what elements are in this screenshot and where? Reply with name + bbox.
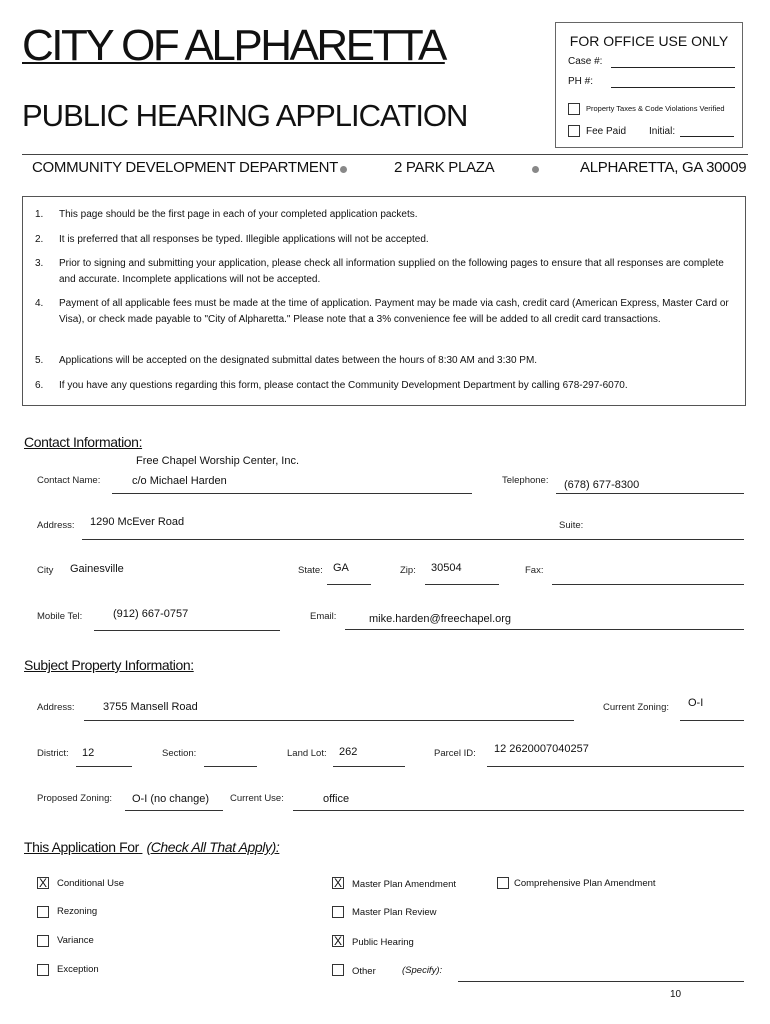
zip-value: 30504 bbox=[431, 562, 462, 574]
contact-name-value: c/o Michael Harden bbox=[132, 475, 227, 487]
contact-name-field[interactable] bbox=[112, 493, 472, 494]
current-use-value: office bbox=[323, 793, 350, 805]
rezoning-checkbox[interactable] bbox=[37, 906, 49, 918]
office-use-box bbox=[555, 22, 743, 148]
instruction-item: 2. It is preferred that all responses be typed. Illegible applications will not be accepted. bbox=[35, 234, 429, 245]
specify-label: (Specify): bbox=[402, 965, 443, 976]
district-field[interactable] bbox=[76, 766, 132, 767]
instruction-item: 5. Applications will be accepted on the designated submittal dates between the hours of 8:30 AM and 3:30 PM. bbox=[35, 355, 538, 366]
master-plan-review-checkbox[interactable] bbox=[332, 906, 344, 918]
current-use-label: Current Use: bbox=[230, 793, 284, 804]
fax-label: Fax: bbox=[525, 565, 544, 576]
bullet-dot bbox=[340, 166, 347, 173]
initial-label: Initial: bbox=[649, 126, 676, 137]
telephone-label: Telephone: bbox=[502, 475, 549, 486]
district-label: District: bbox=[37, 748, 69, 759]
comprehensive-plan-amendment-checkbox[interactable] bbox=[497, 877, 509, 889]
bullet-dot bbox=[532, 166, 539, 173]
fax-field[interactable] bbox=[552, 584, 744, 585]
zoning-field[interactable] bbox=[680, 720, 744, 721]
mobile-field[interactable] bbox=[94, 630, 280, 631]
zoning-value: O-I bbox=[688, 697, 704, 709]
other-label: Other bbox=[352, 966, 376, 977]
land-lot-field[interactable] bbox=[333, 766, 405, 767]
application-heading: This Application For (Check All That Apply): bbox=[24, 839, 280, 855]
zoning-label: Current Zoning: bbox=[603, 702, 670, 713]
address-value: 1290 McEver Road bbox=[90, 516, 185, 528]
instruction-item: 1. This page should be the first page in each of your completed application packets. bbox=[35, 209, 418, 220]
conditional-use-checkbox[interactable]: X bbox=[38, 876, 47, 890]
other-specify-field[interactable] bbox=[458, 981, 744, 982]
state-label: State: bbox=[298, 565, 323, 576]
page-number: 10 bbox=[670, 989, 682, 1000]
public-hearing-checkbox[interactable]: X bbox=[333, 934, 342, 948]
property-address-value: 3755 Mansell Road bbox=[103, 701, 198, 713]
department-street: 2 PARK PLAZA bbox=[394, 159, 495, 176]
department-city: ALPHARETTA, GA 30009 bbox=[580, 159, 747, 176]
zip-field[interactable] bbox=[425, 584, 499, 585]
property-address-label: Address: bbox=[37, 702, 75, 713]
section-field[interactable] bbox=[204, 766, 257, 767]
address-field[interactable] bbox=[82, 539, 744, 540]
fee-paid-checkbox[interactable] bbox=[568, 125, 580, 137]
parcel-id-field[interactable] bbox=[487, 766, 744, 767]
instruction-item: 3. Prior to signing and submitting your application, please check all information supplied on the following pages to ensure that all responses are complete and accurate. Incomplete applications will not be accepted. bbox=[35, 258, 724, 285]
proposed-zoning-value: O-I (no change) bbox=[132, 793, 210, 805]
form-title: PUBLIC HEARING APPLICATION bbox=[22, 98, 468, 133]
verified-checkbox[interactable] bbox=[568, 103, 580, 115]
variance-label: Variance bbox=[57, 935, 94, 946]
variance-checkbox[interactable] bbox=[37, 935, 49, 947]
exception-label: Exception bbox=[57, 964, 99, 975]
ph-label: PH #: bbox=[568, 76, 594, 87]
email-value: mike.harden@freechapel.org bbox=[369, 613, 512, 625]
property-heading: Subject Property Information: bbox=[24, 657, 194, 673]
state-value: GA bbox=[333, 562, 349, 574]
exception-checkbox[interactable] bbox=[37, 964, 49, 976]
case-label: Case #: bbox=[568, 56, 603, 67]
property-address-field[interactable] bbox=[84, 720, 574, 721]
master-plan-amendment-checkbox[interactable]: X bbox=[333, 876, 342, 890]
rezoning-label: Rezoning bbox=[57, 906, 98, 917]
section-label: Section: bbox=[162, 748, 197, 759]
contact-heading: Contact Information: bbox=[24, 434, 143, 450]
office-use-title: FOR OFFICE USE ONLY bbox=[569, 33, 729, 49]
instructions-box bbox=[22, 196, 746, 406]
land-lot-label: Land Lot: bbox=[287, 748, 327, 759]
contact-organization: Free Chapel Worship Center, Inc. bbox=[136, 455, 300, 467]
district-value: 12 bbox=[82, 747, 95, 759]
header-divider bbox=[22, 154, 748, 155]
verified-label: Property Taxes & Code Violations Verified bbox=[586, 104, 725, 113]
conditional-use-label: Conditional Use bbox=[57, 878, 125, 889]
initial-field[interactable] bbox=[680, 136, 734, 137]
instruction-item: 6. If you have any questions regarding this form, please contact the Community Development Department by calling 678-297-6070. bbox=[35, 380, 628, 391]
ph-field[interactable] bbox=[611, 87, 735, 88]
public-hearing-label: Public Hearing bbox=[352, 937, 414, 948]
other-checkbox[interactable] bbox=[332, 964, 344, 976]
master-plan-amendment-label: Master Plan Amendment bbox=[352, 879, 457, 890]
mobile-value: (912) 667-0757 bbox=[113, 608, 189, 620]
city-title: CITY OF ALPHARETTA bbox=[22, 21, 445, 70]
email-label: Email: bbox=[310, 611, 337, 622]
city-label: City bbox=[37, 565, 54, 576]
fee-paid-label: Fee Paid bbox=[586, 126, 627, 137]
city-value: Gainesville bbox=[70, 563, 124, 575]
address-label: Address: bbox=[37, 520, 75, 531]
department-name: COMMUNITY DEVELOPMENT DEPARTMENT bbox=[32, 159, 338, 176]
case-field[interactable] bbox=[611, 67, 735, 68]
land-lot-value: 262 bbox=[339, 746, 358, 758]
zip-label: Zip: bbox=[400, 565, 416, 576]
parcel-id-value: 12 2620007040257 bbox=[494, 743, 589, 755]
suite-label: Suite: bbox=[559, 520, 584, 531]
parcel-id-label: Parcel ID: bbox=[434, 748, 476, 759]
mobile-label: Mobile Tel: bbox=[37, 611, 83, 622]
telephone-value: (678) 677-8300 bbox=[564, 479, 640, 491]
email-field[interactable] bbox=[345, 629, 744, 630]
proposed-zoning-label: Proposed Zoning: bbox=[37, 793, 112, 804]
comprehensive-plan-amendment-label: Comprehensive Plan Amendment bbox=[514, 878, 656, 889]
master-plan-review-label: Master Plan Review bbox=[352, 907, 437, 918]
contact-name-label: Contact Name: bbox=[37, 475, 101, 486]
proposed-zoning-field[interactable] bbox=[125, 810, 223, 811]
telephone-field[interactable] bbox=[556, 493, 744, 494]
current-use-field[interactable] bbox=[293, 810, 744, 811]
instruction-item: 4. Payment of all applicable fees must be made at the time of application. Payment may be made via cash, credit card (American Express, Master Card or Visa), or check made payable to "City of Alpharetta." Please note that a 3% convenience fee will be added to all credit card transactions. bbox=[35, 298, 729, 325]
state-field[interactable] bbox=[327, 584, 371, 585]
